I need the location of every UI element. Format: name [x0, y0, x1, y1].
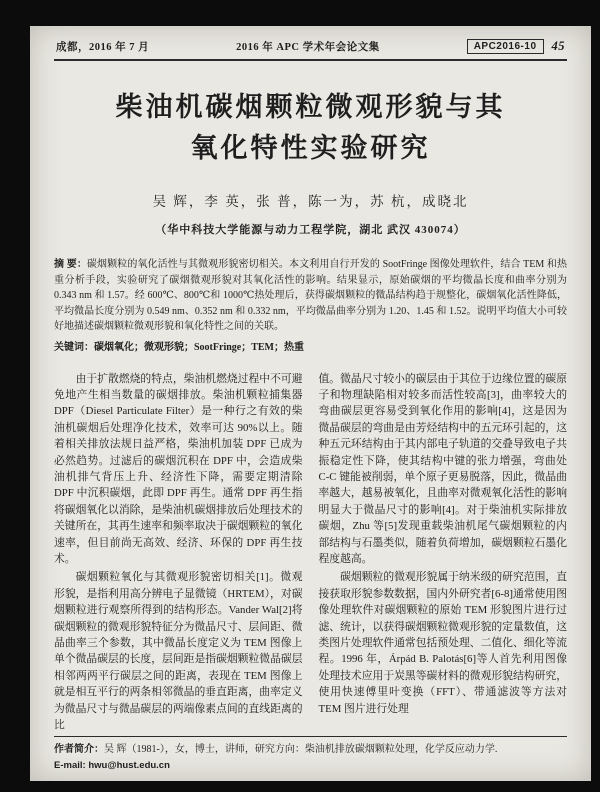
email-address: hwu@hust.edu.cn [88, 759, 170, 771]
header-page-number: 45 [551, 39, 565, 53]
body-paragraph: 值。微晶尺寸较小的碳层由于其位于边缘位置的碳原子和物理缺陷相对较多而活性较高[3]，曲率较大的弯曲碳层更容易受到氧化作用的影响[4]，这是因为微晶碳层的弯曲是由芳烃结构中的五元环引起的，这种五元环结构由于其内部电子轨道的交叠导致电子共振稳定性下降，使其结构中键的张力增强，弯曲处 C-C 键能被削弱，单个原子更易脱落，因此，微晶曲率越大，越易被氧化，且曲率对微观氧化活性的影响明显大于微晶尺寸的影响[4]。对于柴油机实际排放碳烟，Zhu 等[5]发现重载柴油机尾气碳烟颗粒的内部结构与石墨类似，随着负荷增加，碳烟颗粒石墨化程度越高。 [318, 372, 567, 565]
abstract-label: 摘 要： [54, 259, 87, 270]
header-proceedings-title: 2016 年 APC 学术年会论文集 [236, 42, 380, 53]
body-columns [54, 371, 567, 736]
header-paper-code: APC2016-10 [467, 39, 544, 54]
authors-line: 吴 辉，李 英，张 普，陈一为，苏 杭，成晓北 [152, 194, 469, 209]
author-bio-line [54, 742, 567, 757]
journal-header [54, 36, 567, 61]
author-bio-text: 吴 辉（1981-），女，博士，讲师，研究方向：柴油机排放碳烟颗粒处理，化学反应动力学. [104, 743, 498, 755]
body-left-column [54, 371, 303, 736]
keywords-text: 碳烟氧化；微观形貌；SootFringe；TEM；热重 [94, 341, 304, 353]
body-right-column [319, 371, 568, 736]
affiliation-line: （华中科技大学能源与动力工程学院，湖北 武汉 430074） [155, 224, 466, 236]
paper-title-line-2: 氧化特性实验研究 [190, 132, 431, 163]
paper-page [30, 26, 591, 781]
abstract-text: 碳烟颗粒的氧化活性与其微观形貌密切相关。本文利用自行开发的 SootFringe 图像处理软件，结合 TEM 和热重分析手段，实验研究了碳烟微观形貌对其氧化活性的影响。结果显示，原始碳烟的平均微晶长度和曲率分别为 0.343 nm 和 1.57。经 600℃、800℃和 1000℃热处理后，获得碳烟颗粒的微晶结构趋于规整化，碳烟氧化活性降低，平均微晶长度分别为 0.549 nm、0.352 nm 和 0.332 nm，平均微晶曲率分别为 1.20、1.45 和 1.52。说明平均值大小可较好地描述碳烟颗粒微观形貌和氧化特性之间的关联。 [54, 259, 567, 332]
keywords-section [54, 340, 567, 355]
footer-author-note [54, 736, 567, 773]
paper-title [54, 87, 567, 168]
paper-title-line-1: 柴油机碳烟颗粒微观形貌与其 [115, 92, 506, 122]
body-paragraph: 碳烟颗粒的微观形貌属于纳米级的研究范围，直接获取形貌参数数据，国内外研究者[6-8]通常使用图像处理软件对碳烟颗粒的原始 TEM 形貌图片进行过滤、统计，以获得碳烟颗粒微观形貌的定量数值，这类图片处理软件通常包括预处理、二值化、细化等流程。1996 年，Árpád B. Palotás[6]等人首先利用图像处理技术应用于炭黑等碳材料的微观形貌结构研究，使用快速傅里叶变换（FFT）、带通滤波等方法对 TEM 图片进行处理 [318, 571, 567, 715]
author-bio-label: 作者简介： [54, 743, 104, 755]
body-paragraph: 由于扩散燃烧的特点，柴油机燃烧过程中不可避免地产生相当数量的碳烟排放。柴油机颗粒捕集器 DPF（Diesel Particulate Filter）是一种行之有效的柴油机碳烟后处理净化技术，效率可达 90%以上。随着相关排放法规日益严格，柴油机加装 DPF 已成为必然趋势。过滤后的碳烟沉积在 DPF 中，会造成柴油机排气背压上升、经济性下降，需要定期清除 DPF 中沉积碳烟，此即 DPF 再生。通常 DPF 再生指将碳烟氧化以消除，是柴油机碳烟排放后处理技术的关键所在，其再生速率和频率取决于碳烟颗粒的氧化速率，但目前尚无高效、经济、环保的 DPF 再生技术。 [54, 372, 303, 565]
keywords-label: 关键词： [54, 341, 94, 353]
email-label: E-mail: [54, 759, 86, 771]
abstract-section [54, 257, 567, 335]
email-line [54, 759, 567, 773]
header-venue-date: 成都，2016 年 7 月 [56, 42, 150, 53]
body-paragraph: 碳烟颗粒氧化与其微观形貌密切相关[1]。微观形貌，是指利用高分辨电子显微镜（HRTEM），对碳烟颗粒进行观察所得到的结构形态。Vander Wal[2]将碳烟颗粒的微观形貌特征分为微晶尺寸、层间距、微晶曲率三个参数，其中微晶长度定义为 TEM 图像上单个微晶碳层的长度，层间距是指碳烟颗粒微晶碳层相邻两两平行碳层之间的距离，表现在 TEM 图像上就是相互平行的两条相邻微晶的垂直距离，曲率定义为微晶尺寸与微晶碳层的两端像素点间的直线距离的比 [54, 571, 303, 732]
